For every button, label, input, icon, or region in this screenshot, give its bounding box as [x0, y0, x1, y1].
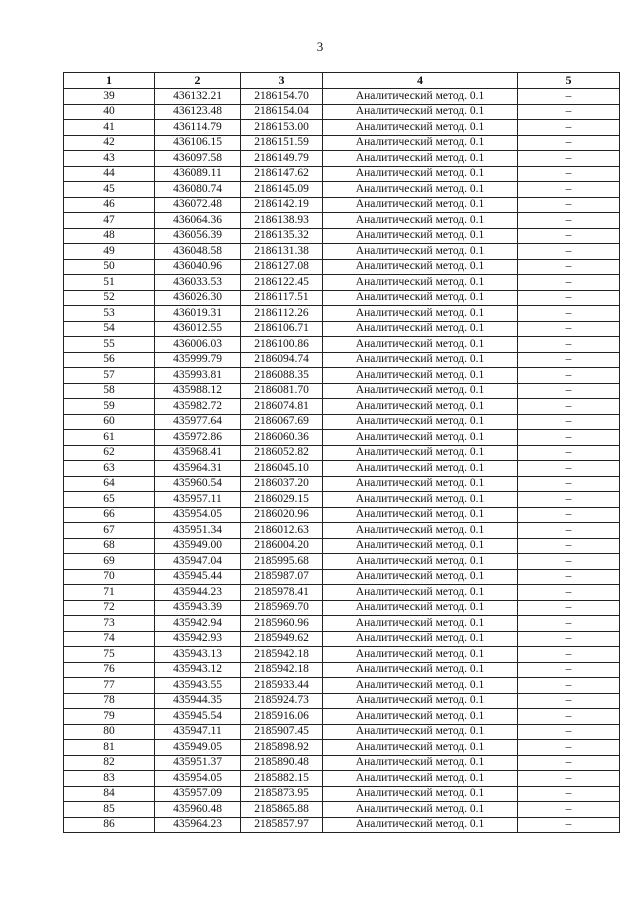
x-coordinate-cell: 435954.05 [155, 507, 241, 523]
y-coordinate-cell: 2186100.86 [241, 337, 323, 353]
point-number-cell: 44 [64, 166, 155, 182]
table-row [64, 120, 620, 136]
y-coordinate-cell: 2186142.19 [241, 197, 323, 213]
description-cell: – [518, 786, 620, 802]
method-accuracy-cell: Аналитический метод. 0.1 [323, 399, 518, 415]
x-coordinate-cell: 435964.31 [155, 461, 241, 477]
description-cell: – [518, 461, 620, 477]
method-accuracy-cell: Аналитический метод. 0.1 [323, 786, 518, 802]
y-coordinate-cell: 2186147.62 [241, 166, 323, 182]
method-accuracy-cell: Аналитический метод. 0.1 [323, 585, 518, 601]
table-row [64, 399, 620, 415]
point-number-cell: 52 [64, 290, 155, 306]
x-coordinate-cell: 436097.58 [155, 151, 241, 167]
method-accuracy-cell: Аналитический метод. 0.1 [323, 228, 518, 244]
table-row [64, 585, 620, 601]
method-accuracy-cell: Аналитический метод. 0.1 [323, 740, 518, 756]
y-coordinate-cell: 2185916.06 [241, 709, 323, 725]
point-number-cell: 79 [64, 709, 155, 725]
method-accuracy-cell: Аналитический метод. 0.1 [323, 492, 518, 508]
description-cell: – [518, 523, 620, 539]
description-cell: – [518, 120, 620, 136]
method-accuracy-cell: Аналитический метод. 0.1 [323, 616, 518, 632]
method-accuracy-cell: Аналитический метод. 0.1 [323, 523, 518, 539]
x-coordinate-cell: 435968.41 [155, 445, 241, 461]
table-row [64, 383, 620, 399]
point-number-cell: 57 [64, 368, 155, 384]
description-cell: – [518, 306, 620, 322]
y-coordinate-cell: 2186029.15 [241, 492, 323, 508]
point-number-cell: 60 [64, 414, 155, 430]
description-cell: – [518, 740, 620, 756]
table-row [64, 771, 620, 787]
description-cell: – [518, 430, 620, 446]
x-coordinate-cell: 435999.79 [155, 352, 241, 368]
description-cell: – [518, 228, 620, 244]
method-accuracy-cell: Аналитический метод. 0.1 [323, 678, 518, 694]
method-accuracy-cell: Аналитический метод. 0.1 [323, 631, 518, 647]
y-coordinate-cell: 2186020.96 [241, 507, 323, 523]
point-number-cell: 54 [64, 321, 155, 337]
y-coordinate-cell: 2186052.82 [241, 445, 323, 461]
table-row [64, 213, 620, 229]
description-cell: – [518, 647, 620, 663]
description-cell: – [518, 616, 620, 632]
method-accuracy-cell: Аналитический метод. 0.1 [323, 259, 518, 275]
column-header-y-coordinate: 3 [241, 73, 323, 89]
method-accuracy-cell: Аналитический метод. 0.1 [323, 321, 518, 337]
x-coordinate-cell: 435943.12 [155, 662, 241, 678]
method-accuracy-cell: Аналитический метод. 0.1 [323, 709, 518, 725]
table-row [64, 662, 620, 678]
point-number-cell: 40 [64, 104, 155, 120]
y-coordinate-cell: 2186081.70 [241, 383, 323, 399]
point-number-cell: 84 [64, 786, 155, 802]
y-coordinate-cell: 2185865.88 [241, 802, 323, 818]
table-row [64, 461, 620, 477]
description-cell: – [518, 182, 620, 198]
method-accuracy-cell: Аналитический метод. 0.1 [323, 275, 518, 291]
y-coordinate-cell: 2186037.20 [241, 476, 323, 492]
description-cell: – [518, 445, 620, 461]
y-coordinate-cell: 2186135.32 [241, 228, 323, 244]
method-accuracy-cell: Аналитический метод. 0.1 [323, 352, 518, 368]
x-coordinate-cell: 435945.44 [155, 569, 241, 585]
y-coordinate-cell: 2186060.36 [241, 430, 323, 446]
table-row [64, 228, 620, 244]
point-number-cell: 85 [64, 802, 155, 818]
point-number-cell: 83 [64, 771, 155, 787]
description-cell: – [518, 492, 620, 508]
method-accuracy-cell: Аналитический метод. 0.1 [323, 414, 518, 430]
table-row [64, 724, 620, 740]
table-row [64, 600, 620, 616]
table-row [64, 817, 620, 833]
point-number-cell: 62 [64, 445, 155, 461]
table-row [64, 755, 620, 771]
point-number-cell: 58 [64, 383, 155, 399]
method-accuracy-cell: Аналитический метод. 0.1 [323, 817, 518, 833]
method-accuracy-cell: Аналитический метод. 0.1 [323, 120, 518, 136]
x-coordinate-cell: 435972.86 [155, 430, 241, 446]
point-number-cell: 59 [64, 399, 155, 415]
description-cell: – [518, 585, 620, 601]
description-cell: – [518, 368, 620, 384]
description-cell: – [518, 631, 620, 647]
point-number-cell: 65 [64, 492, 155, 508]
description-cell: – [518, 600, 620, 616]
method-accuracy-cell: Аналитический метод. 0.1 [323, 554, 518, 570]
table-row [64, 740, 620, 756]
point-number-cell: 42 [64, 135, 155, 151]
x-coordinate-cell: 435982.72 [155, 399, 241, 415]
table-row [64, 554, 620, 570]
point-number-cell: 55 [64, 337, 155, 353]
x-coordinate-cell: 435951.34 [155, 523, 241, 539]
y-coordinate-cell: 2185942.18 [241, 647, 323, 663]
point-number-cell: 53 [64, 306, 155, 322]
point-number-cell: 86 [64, 817, 155, 833]
y-coordinate-cell: 2186122.45 [241, 275, 323, 291]
table-row [64, 368, 620, 384]
description-cell: – [518, 476, 620, 492]
x-coordinate-cell: 435949.00 [155, 538, 241, 554]
table-row [64, 352, 620, 368]
description-cell: – [518, 709, 620, 725]
table-row [64, 414, 620, 430]
method-accuracy-cell: Аналитический метод. 0.1 [323, 461, 518, 477]
coordinates-table [63, 72, 620, 833]
table-row [64, 802, 620, 818]
table-row [64, 197, 620, 213]
table-row [64, 631, 620, 647]
description-cell: – [518, 244, 620, 260]
method-accuracy-cell: Аналитический метод. 0.1 [323, 724, 518, 740]
x-coordinate-cell: 436048.58 [155, 244, 241, 260]
table-row [64, 337, 620, 353]
point-number-cell: 46 [64, 197, 155, 213]
description-cell: – [518, 383, 620, 399]
table-row [64, 523, 620, 539]
point-number-cell: 47 [64, 213, 155, 229]
table-body [64, 89, 620, 833]
description-cell: – [518, 538, 620, 554]
description-cell: – [518, 337, 620, 353]
point-number-cell: 64 [64, 476, 155, 492]
x-coordinate-cell: 435993.81 [155, 368, 241, 384]
x-coordinate-cell: 436072.48 [155, 197, 241, 213]
x-coordinate-cell: 435943.39 [155, 600, 241, 616]
point-number-cell: 74 [64, 631, 155, 647]
point-number-cell: 80 [64, 724, 155, 740]
page-number: 3 [316, 39, 324, 54]
method-accuracy-cell: Аналитический метод. 0.1 [323, 104, 518, 120]
point-number-cell: 67 [64, 523, 155, 539]
point-number-cell: 73 [64, 616, 155, 632]
point-number-cell: 68 [64, 538, 155, 554]
description-cell: – [518, 135, 620, 151]
table-row [64, 306, 620, 322]
table-row [64, 786, 620, 802]
table-row [64, 476, 620, 492]
method-accuracy-cell: Аналитический метод. 0.1 [323, 337, 518, 353]
x-coordinate-cell: 436132.21 [155, 89, 241, 105]
point-number-cell: 72 [64, 600, 155, 616]
method-accuracy-cell: Аналитический метод. 0.1 [323, 600, 518, 616]
y-coordinate-cell: 2185873.95 [241, 786, 323, 802]
description-cell: – [518, 724, 620, 740]
x-coordinate-cell: 436006.03 [155, 337, 241, 353]
x-coordinate-cell: 435988.12 [155, 383, 241, 399]
table-row [64, 709, 620, 725]
y-coordinate-cell: 2186145.09 [241, 182, 323, 198]
point-number-cell: 82 [64, 755, 155, 771]
table-row [64, 538, 620, 554]
table-row [64, 89, 620, 105]
description-cell: – [518, 275, 620, 291]
x-coordinate-cell: 435957.09 [155, 786, 241, 802]
description-cell: – [518, 213, 620, 229]
y-coordinate-cell: 2185942.18 [241, 662, 323, 678]
point-number-cell: 51 [64, 275, 155, 291]
y-coordinate-cell: 2186045.10 [241, 461, 323, 477]
y-coordinate-cell: 2186112.26 [241, 306, 323, 322]
y-coordinate-cell: 2185960.96 [241, 616, 323, 632]
description-cell: – [518, 554, 620, 570]
y-coordinate-cell: 2185924.73 [241, 693, 323, 709]
description-cell: – [518, 678, 620, 694]
description-cell: – [518, 802, 620, 818]
description-cell: – [518, 662, 620, 678]
point-number-cell: 45 [64, 182, 155, 198]
table-row [64, 647, 620, 663]
y-coordinate-cell: 2186154.04 [241, 104, 323, 120]
description-cell: – [518, 771, 620, 787]
description-cell: – [518, 569, 620, 585]
description-cell: – [518, 290, 620, 306]
column-header-x-coordinate: 2 [155, 73, 241, 89]
x-coordinate-cell: 436019.31 [155, 306, 241, 322]
x-coordinate-cell: 435942.94 [155, 616, 241, 632]
method-accuracy-cell: Аналитический метод. 0.1 [323, 476, 518, 492]
method-accuracy-cell: Аналитический метод. 0.1 [323, 647, 518, 663]
table-row [64, 151, 620, 167]
description-cell: – [518, 414, 620, 430]
method-accuracy-cell: Аналитический метод. 0.1 [323, 166, 518, 182]
point-number-cell: 66 [64, 507, 155, 523]
column-header-method-accuracy: 4 [323, 73, 518, 89]
point-number-cell: 81 [64, 740, 155, 756]
x-coordinate-cell: 435960.54 [155, 476, 241, 492]
x-coordinate-cell: 435964.23 [155, 817, 241, 833]
table-row [64, 678, 620, 694]
table-row [64, 166, 620, 182]
method-accuracy-cell: Аналитический метод. 0.1 [323, 306, 518, 322]
x-coordinate-cell: 435960.48 [155, 802, 241, 818]
x-coordinate-cell: 436056.39 [155, 228, 241, 244]
x-coordinate-cell: 435947.11 [155, 724, 241, 740]
y-coordinate-cell: 2185978.41 [241, 585, 323, 601]
x-coordinate-cell: 436012.55 [155, 321, 241, 337]
table-row [64, 321, 620, 337]
point-number-cell: 48 [64, 228, 155, 244]
x-coordinate-cell: 436106.15 [155, 135, 241, 151]
point-number-cell: 50 [64, 259, 155, 275]
description-cell: – [518, 399, 620, 415]
y-coordinate-cell: 2185882.15 [241, 771, 323, 787]
x-coordinate-cell: 436033.53 [155, 275, 241, 291]
y-coordinate-cell: 2186153.00 [241, 120, 323, 136]
y-coordinate-cell: 2185949.62 [241, 631, 323, 647]
table-row [64, 259, 620, 275]
point-number-cell: 78 [64, 693, 155, 709]
description-cell: – [518, 321, 620, 337]
y-coordinate-cell: 2186094.74 [241, 352, 323, 368]
point-number-cell: 71 [64, 585, 155, 601]
column-header-description: 5 [518, 73, 620, 89]
y-coordinate-cell: 2186004.20 [241, 538, 323, 554]
y-coordinate-cell: 2185898.92 [241, 740, 323, 756]
point-number-cell: 56 [64, 352, 155, 368]
method-accuracy-cell: Аналитический метод. 0.1 [323, 213, 518, 229]
method-accuracy-cell: Аналитический метод. 0.1 [323, 182, 518, 198]
x-coordinate-cell: 435943.55 [155, 678, 241, 694]
x-coordinate-cell: 436089.11 [155, 166, 241, 182]
method-accuracy-cell: Аналитический метод. 0.1 [323, 569, 518, 585]
point-number-cell: 43 [64, 151, 155, 167]
description-cell: – [518, 197, 620, 213]
table-row [64, 569, 620, 585]
table-row [64, 182, 620, 198]
y-coordinate-cell: 2185969.70 [241, 600, 323, 616]
y-coordinate-cell: 2185933.44 [241, 678, 323, 694]
x-coordinate-cell: 436040.96 [155, 259, 241, 275]
method-accuracy-cell: Аналитический метод. 0.1 [323, 135, 518, 151]
y-coordinate-cell: 2185857.97 [241, 817, 323, 833]
table-row [64, 135, 620, 151]
y-coordinate-cell: 2186012.63 [241, 523, 323, 539]
y-coordinate-cell: 2185987.07 [241, 569, 323, 585]
y-coordinate-cell: 2186067.69 [241, 414, 323, 430]
method-accuracy-cell: Аналитический метод. 0.1 [323, 197, 518, 213]
method-accuracy-cell: Аналитический метод. 0.1 [323, 368, 518, 384]
table-header-row [64, 73, 620, 89]
method-accuracy-cell: Аналитический метод. 0.1 [323, 755, 518, 771]
y-coordinate-cell: 2186138.93 [241, 213, 323, 229]
table-row [64, 445, 620, 461]
description-cell: – [518, 693, 620, 709]
column-header-point-number: 1 [64, 73, 155, 89]
table-row [64, 275, 620, 291]
table-row [64, 693, 620, 709]
method-accuracy-cell: Аналитический метод. 0.1 [323, 151, 518, 167]
description-cell: – [518, 755, 620, 771]
method-accuracy-cell: Аналитический метод. 0.1 [323, 244, 518, 260]
y-coordinate-cell: 2186127.08 [241, 259, 323, 275]
point-number-cell: 77 [64, 678, 155, 694]
table-row [64, 507, 620, 523]
x-coordinate-cell: 435944.23 [155, 585, 241, 601]
point-number-cell: 70 [64, 569, 155, 585]
x-coordinate-cell: 436026.30 [155, 290, 241, 306]
description-cell: – [518, 166, 620, 182]
y-coordinate-cell: 2186106.71 [241, 321, 323, 337]
method-accuracy-cell: Аналитический метод. 0.1 [323, 507, 518, 523]
y-coordinate-cell: 2186117.51 [241, 290, 323, 306]
method-accuracy-cell: Аналитический метод. 0.1 [323, 430, 518, 446]
y-coordinate-cell: 2185995.68 [241, 554, 323, 570]
x-coordinate-cell: 435944.35 [155, 693, 241, 709]
method-accuracy-cell: Аналитический метод. 0.1 [323, 89, 518, 105]
description-cell: – [518, 507, 620, 523]
description-cell: – [518, 104, 620, 120]
point-number-cell: 41 [64, 120, 155, 136]
table-row [64, 244, 620, 260]
method-accuracy-cell: Аналитический метод. 0.1 [323, 771, 518, 787]
table-row [64, 492, 620, 508]
method-accuracy-cell: Аналитический метод. 0.1 [323, 445, 518, 461]
table-row [64, 616, 620, 632]
y-coordinate-cell: 2186149.79 [241, 151, 323, 167]
y-coordinate-cell: 2185907.45 [241, 724, 323, 740]
point-number-cell: 61 [64, 430, 155, 446]
point-number-cell: 49 [64, 244, 155, 260]
y-coordinate-cell: 2186151.59 [241, 135, 323, 151]
point-number-cell: 75 [64, 647, 155, 663]
description-cell: – [518, 89, 620, 105]
point-number-cell: 69 [64, 554, 155, 570]
x-coordinate-cell: 435951.37 [155, 755, 241, 771]
description-cell: – [518, 817, 620, 833]
x-coordinate-cell: 435945.54 [155, 709, 241, 725]
x-coordinate-cell: 435957.11 [155, 492, 241, 508]
method-accuracy-cell: Аналитический метод. 0.1 [323, 290, 518, 306]
point-number-cell: 76 [64, 662, 155, 678]
x-coordinate-cell: 436114.79 [155, 120, 241, 136]
y-coordinate-cell: 2186088.35 [241, 368, 323, 384]
description-cell: – [518, 151, 620, 167]
method-accuracy-cell: Аналитический метод. 0.1 [323, 538, 518, 554]
description-cell: – [518, 352, 620, 368]
x-coordinate-cell: 435947.04 [155, 554, 241, 570]
table-row [64, 104, 620, 120]
x-coordinate-cell: 435954.05 [155, 771, 241, 787]
point-number-cell: 39 [64, 89, 155, 105]
point-number-cell: 63 [64, 461, 155, 477]
x-coordinate-cell: 435949.05 [155, 740, 241, 756]
y-coordinate-cell: 2186074.81 [241, 399, 323, 415]
method-accuracy-cell: Аналитический метод. 0.1 [323, 802, 518, 818]
x-coordinate-cell: 435977.64 [155, 414, 241, 430]
x-coordinate-cell: 436064.36 [155, 213, 241, 229]
y-coordinate-cell: 2185890.48 [241, 755, 323, 771]
method-accuracy-cell: Аналитический метод. 0.1 [323, 693, 518, 709]
table-row [64, 430, 620, 446]
y-coordinate-cell: 2186154.70 [241, 89, 323, 105]
method-accuracy-cell: Аналитический метод. 0.1 [323, 662, 518, 678]
method-accuracy-cell: Аналитический метод. 0.1 [323, 383, 518, 399]
description-cell: – [518, 259, 620, 275]
table-row [64, 290, 620, 306]
x-coordinate-cell: 436123.48 [155, 104, 241, 120]
x-coordinate-cell: 435942.93 [155, 631, 241, 647]
x-coordinate-cell: 436080.74 [155, 182, 241, 198]
x-coordinate-cell: 435943.13 [155, 647, 241, 663]
y-coordinate-cell: 2186131.38 [241, 244, 323, 260]
